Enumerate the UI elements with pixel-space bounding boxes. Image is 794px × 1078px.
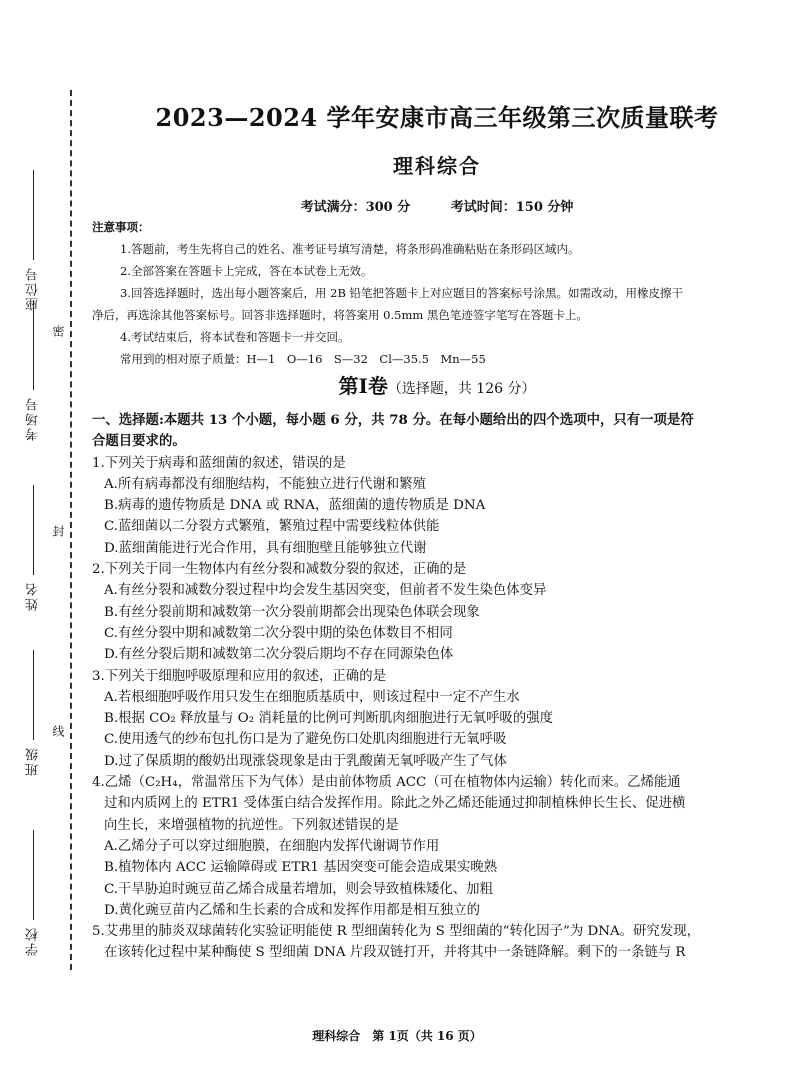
question-stem: 4.乙烯（C₂H₄，常温常压下为气体）是由前体物质 ACC（可在植物体内运输）转化而来。乙烯能通 [92, 775, 681, 791]
binding-margin [0, 0, 90, 1078]
question-5 [92, 921, 782, 964]
option-c: C.蓝细菌以二分裂方式繁殖，繁殖过程中需要线粒体供能 [104, 519, 440, 535]
exam-info [92, 196, 782, 215]
option-b: B.植物体内 ACC 运输障碍或 ETR1 基因突变可能会造成果实晚熟 [104, 860, 498, 876]
question-stem-continued: 过和内质网上的 ETR1 受体蛋白结合发挥作用。除此之外乙烯还能通过抑制植株伸长生长、促进横 [104, 796, 686, 812]
atomic-masses: 常用到的相对原子质量：H—1 O—16 S—32 Cl—35.5 Mn—55 [120, 352, 486, 366]
option-d: D.过了保质期的酸奶出现涨袋现象是由于乳酸菌无氧呼吸产生了气体 [104, 753, 507, 769]
option-b: B.有丝分裂前期和减数第一次分裂前期都会出现染色体联会现象 [104, 604, 480, 620]
option-c: C.有丝分裂中期和减数第二次分裂中期的染色体数目不相同 [104, 625, 453, 641]
part-title [92, 370, 782, 399]
question-3 [92, 666, 782, 772]
instructions-heading: 注意事项： [92, 220, 150, 234]
exam-room-label: 考场号 [26, 396, 41, 441]
option-a: A.若根细胞呼吸作用只发生在细胞质基质中，则该过程中一定不产生水 [104, 689, 520, 705]
cut-mark-line: 线 [51, 725, 65, 737]
option-d: D.有丝分裂后期和减数第二次分裂后期均不存在同源染色体 [104, 647, 454, 663]
full-score: 考试满分：300 分 [300, 200, 411, 215]
seat-number-field[interactable] [24, 170, 43, 311]
section-heading: 一、选择题:本题共 13 个小题，每小题 6 分，共 78 分。在每小题给出的四个选项中，只有一项是符 [92, 412, 694, 428]
instruction-item: 4.考试结束后，将本试卷和答题卡一并交回。 [120, 330, 350, 344]
option-a: A.有丝分裂和减数分裂过程中均会发生基因突变，但前者不发生染色体变异 [104, 583, 547, 599]
option-a: A.乙烯分子可以穿过细胞膜，在细胞内发挥代谢调节作用 [104, 838, 440, 854]
cut-mark-close: 封 [51, 525, 65, 537]
name-label: 姓名 [26, 581, 41, 611]
question-stem: 1.下列关于病毒和蓝细菌的叙述，错误的是 [92, 455, 346, 471]
cut-mark-seal: 密 [51, 325, 65, 337]
seat-number-label: 座位号 [26, 266, 41, 311]
option-d: D.蓝细菌能进行光合作用，具有细胞壁且能够独立代谢 [104, 540, 427, 556]
option-c: C.使用透气的纱布包扎伤口是为了避免伤口处肌肉细胞进行无氧呼吸 [104, 732, 507, 748]
instructions [92, 216, 782, 370]
option-b: B.根据 CO₂ 释放量与 O₂ 消耗量的比例可判断肌肉细胞进行无氧呼吸的强度 [104, 711, 553, 727]
question-1 [92, 453, 782, 559]
school-field[interactable] [24, 830, 43, 956]
school-label: 学校 [26, 926, 41, 956]
class-field[interactable] [24, 650, 43, 776]
part-note: （选择题，共 126 分） [387, 381, 536, 397]
class-label: 班级 [26, 746, 41, 776]
page-footer: 理科综合 第 1页（共 16 页） [312, 1029, 482, 1043]
exam-time: 考试时间：150 分钟 [450, 200, 574, 215]
questions [92, 410, 782, 964]
question-stem: 3.下列关于细胞呼吸原理和应用的叙述，正确的是 [92, 668, 386, 684]
option-d: D.黄化豌豆苗内乙烯和生长素的合成和发挥作用都是相互独立的 [104, 902, 481, 918]
exam-subject: 理科综合 [393, 154, 481, 178]
instruction-item: 2.全部答案在答题卡上完成，答在本试卷上无效。 [120, 264, 373, 278]
name-field[interactable] [24, 485, 43, 611]
instruction-item: 1.答题前，考生先将自己的姓名、准考证号填写清楚，将条形码准确粘贴在条形码区域内。 [120, 242, 580, 256]
question-4 [92, 772, 782, 921]
section-heading-continued: 合题目要求的。 [92, 433, 186, 450]
question-2 [92, 559, 782, 665]
exam-room-field[interactable] [24, 300, 43, 441]
instruction-item-continued: 净后，再选涂其他答案标号。回答非选择题时，将答案用 0.5mm 黑色笔迹签字笔写在答题卡上。 [92, 308, 588, 322]
option-b: B.病毒的遗传物质是 DNA 或 RNA，蓝细菌的遗传物质是 DNA [104, 498, 486, 514]
cut-line [70, 90, 72, 970]
question-stem-continued: 向生长，来增强植物的抗逆性。下列叙述错误的是 [104, 817, 399, 833]
question-stem: 2.下列关于同一生物体内有丝分裂和减数分裂的叙述，正确的是 [92, 562, 467, 578]
option-c: C.干旱胁迫时豌豆苗乙烯合成量若增加，则会导致植株矮化、加粗 [104, 881, 493, 897]
instruction-item: 3.回答选择题时，选出每小题答案后，用 2B 铅笔把答题卡上对应题目的答案标号涂黑。如需改动，用橡皮擦干 [120, 286, 684, 300]
question-stem: 5.艾弗里的肺炎双球菌转化实验证明能使 R 型细菌转化为 S 型细菌的“转化因子”为 DNA。研究发现， [92, 924, 700, 940]
question-stem-continued: 在该转化过程中某种酶使 S 型细菌 DNA 片段双链打开，并将其中一条链降解。剩下的一条链与 R [104, 945, 686, 961]
option-a: A.所有病毒都没有细胞结构，不能独立进行代谢和繁殖 [104, 476, 426, 492]
part-name: 第Ⅰ卷 [338, 374, 388, 398]
exam-title: 2023—2024 学年安康市高三年级第三次质量联考 [155, 103, 719, 132]
